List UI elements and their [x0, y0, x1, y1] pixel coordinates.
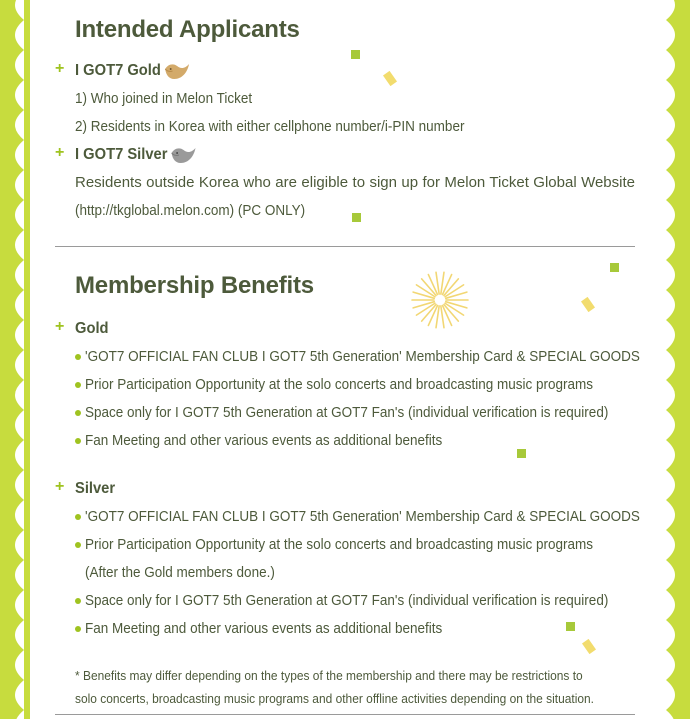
silver-applicant-text: I GOT7 Silver [75, 146, 168, 164]
confetti-square [517, 449, 526, 458]
section-divider [55, 246, 635, 247]
confetti-dash [582, 639, 596, 654]
silver-applicant-line-2: (http://tkglobal.melon.com) (PC ONLY) [75, 202, 306, 219]
bullet-dot [75, 354, 81, 360]
bullet-dot [75, 410, 81, 416]
silver-benefit-item-4: Fan Meeting and other various events as additional benefits [85, 620, 443, 637]
bullet-dot [75, 514, 81, 520]
gold-benefit-item-1: 'GOT7 OFFICIAL FAN CLUB I GOT7 5th Generation' Membership Card & SPECIAL GOODS [85, 348, 640, 365]
membership-benefits-title: Membership Benefits [75, 272, 314, 299]
bottom-divider [55, 714, 635, 715]
plus-icon: + [55, 144, 65, 161]
silver-benefit-item-2-continued: (After the Gold members done.) [85, 564, 275, 581]
confetti-dash [581, 297, 595, 312]
plus-icon: + [55, 318, 65, 335]
gold-applicant-label [75, 61, 190, 81]
gold-benefit-item-3: Space only for I GOT7 5th Generation at GOT7 Fan's (individual verification is required) [85, 404, 609, 421]
bullet-dot [75, 438, 81, 444]
bullet-dot [75, 626, 81, 632]
gold-benefit-item-4: Fan Meeting and other various events as additional benefits [85, 432, 443, 449]
confetti-square [566, 622, 575, 631]
bullet-dot [75, 542, 81, 548]
benefits-note-line-2: solo concerts, broadcasting music programs and other offline activities depending on the situation. [75, 691, 595, 706]
plus-icon: + [55, 478, 65, 495]
silver-benefit-item-2: Prior Participation Opportunity at the solo concerts and broadcasting music programs [85, 536, 594, 553]
gold-benefit-item-2: Prior Participation Opportunity at the solo concerts and broadcasting music programs [85, 376, 594, 393]
confetti-dash [383, 71, 397, 86]
silver-bird-icon [171, 145, 197, 165]
gold-bird-icon [165, 61, 191, 81]
intended-applicants-title: Intended Applicants [75, 16, 300, 43]
bullet-dot [75, 382, 81, 388]
gold-applicant-line-2: 2) Residents in Korea with either cellphone number/i-PIN number [75, 118, 465, 135]
silver-applicant-label [75, 145, 197, 165]
firework-burst-icon [410, 270, 470, 330]
confetti-square [352, 213, 361, 222]
gold-applicant-line-1: 1) Who joined in Melon Ticket [75, 90, 253, 107]
confetti-square [610, 263, 619, 272]
gold-applicant-text: I GOT7 Gold [75, 62, 161, 80]
silver-applicant-line-1: Residents outside Korea who are eligible to sign up for Melon Ticket Global Website [75, 174, 635, 191]
bullet-dot [75, 598, 81, 604]
confetti-square [351, 50, 360, 59]
gold-benefits-label: Gold [75, 320, 109, 337]
silver-benefit-item-3: Space only for I GOT7 5th Generation at GOT7 Fan's (individual verification is required) [85, 592, 609, 609]
plus-icon: + [55, 60, 65, 77]
benefits-note-line-1: * Benefits may differ depending on the types of the membership and there may be restrictions to [75, 668, 583, 683]
silver-benefits-label: Silver [75, 480, 116, 497]
silver-benefit-item-1: 'GOT7 OFFICIAL FAN CLUB I GOT7 5th Generation' Membership Card & SPECIAL GOODS [85, 508, 640, 525]
